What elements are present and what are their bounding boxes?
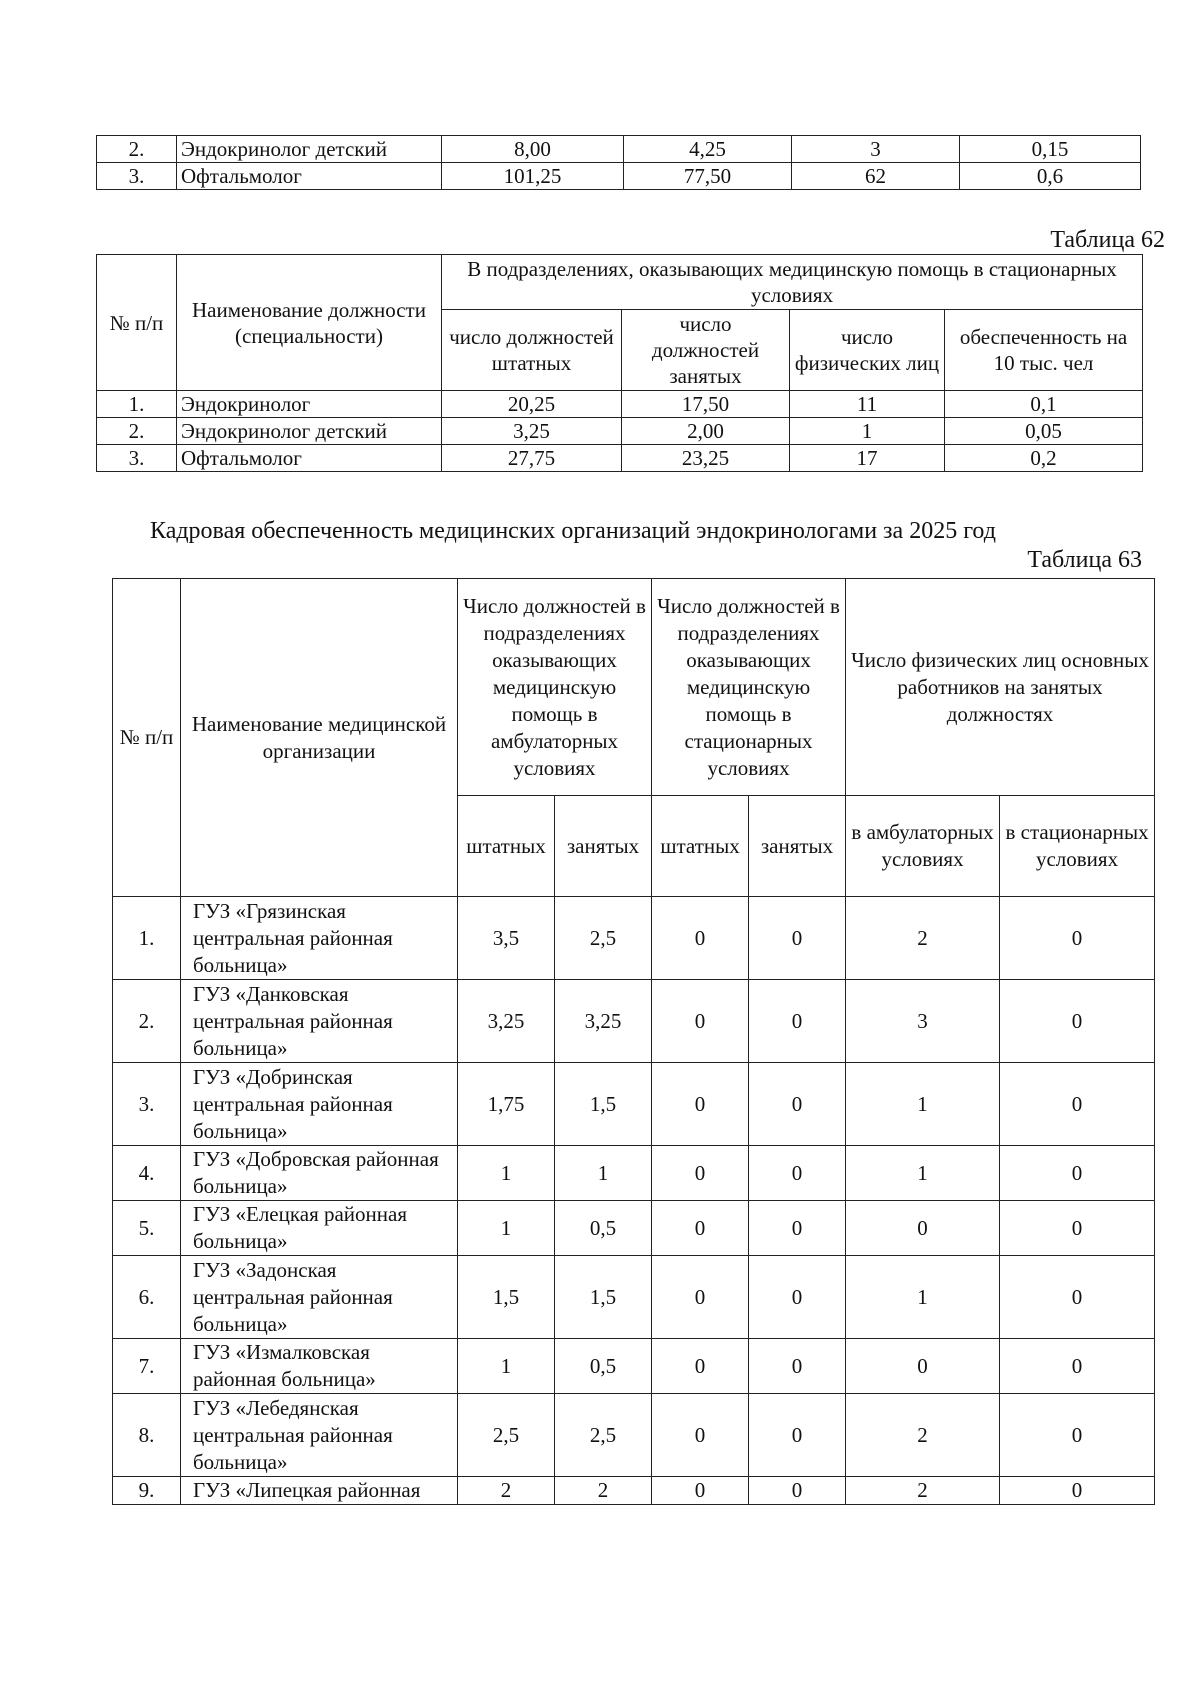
cell-staff: 8,00 bbox=[442, 136, 624, 163]
cell-name: Офтальмолог bbox=[177, 163, 442, 190]
cell-amb-staff: 2,5 bbox=[458, 1394, 555, 1477]
cell-org: ГУЗ «Добринская центральная районная больница» bbox=[181, 1063, 458, 1146]
cell-stat-occupied: 0 bbox=[749, 1339, 846, 1394]
cell-amb-occupied: 1 bbox=[555, 1146, 652, 1201]
table-row bbox=[113, 1339, 1155, 1394]
cell-amb-occupied: 2 bbox=[555, 1477, 652, 1505]
table-63-caption: Таблица 63 bbox=[1027, 547, 1142, 573]
cell-occupied: 23,25 bbox=[622, 445, 790, 472]
cell-org: ГУЗ «Грязинская центральная районная больница» bbox=[181, 897, 458, 980]
cell-amb-staff: 1 bbox=[458, 1201, 555, 1256]
header-group-stationary: Число должностей в подразделениях оказывающих медицинскую помощь в стационарных условиях bbox=[652, 579, 846, 796]
cell-persons: 1 bbox=[790, 418, 945, 445]
cell-ratio: 0,6 bbox=[960, 163, 1141, 190]
cell-amb-staff: 3,25 bbox=[458, 980, 555, 1063]
cell-amb-occupied: 1,5 bbox=[555, 1256, 652, 1339]
cell-stat-occupied: 0 bbox=[749, 980, 846, 1063]
cell-amb-occupied: 1,5 bbox=[555, 1063, 652, 1146]
cell-org: ГУЗ «Елецкая районная больница» bbox=[181, 1201, 458, 1256]
header-occupied: число должностей занятых bbox=[622, 310, 790, 391]
header-org: Наименование медицинской организации bbox=[181, 579, 458, 897]
header-stat-staff: штатных bbox=[652, 796, 749, 897]
cell-stat-staff: 0 bbox=[652, 1477, 749, 1505]
table-row bbox=[97, 391, 1143, 418]
header-persons: число физических лиц bbox=[790, 310, 945, 391]
header-amb-staff: штатных bbox=[458, 796, 555, 897]
cell-occupied: 4,25 bbox=[624, 136, 792, 163]
cell-org: ГУЗ «Задонская центральная районная больница» bbox=[181, 1256, 458, 1339]
cell-stat-occupied: 0 bbox=[749, 1201, 846, 1256]
cell-stat-staff: 0 bbox=[652, 1256, 749, 1339]
header-num: № п/п bbox=[97, 255, 177, 391]
cell-persons: 3 bbox=[792, 136, 960, 163]
cell-num: 1. bbox=[97, 391, 177, 418]
table-row bbox=[113, 1477, 1155, 1505]
cell-phys-amb: 1 bbox=[846, 1146, 1000, 1201]
cell-amb-staff: 1,5 bbox=[458, 1256, 555, 1339]
header-group-ambulatory: Число должностей в подразделениях оказывающих медицинскую помощь в амбулаторных условиях bbox=[458, 579, 652, 796]
table-row bbox=[97, 445, 1143, 472]
cell-name: Эндокринолог bbox=[177, 391, 442, 418]
cell-staff: 20,25 bbox=[442, 391, 622, 418]
table-62-caption: Таблица 62 bbox=[1050, 227, 1165, 253]
header-group-physical: Число физических лиц основных работников на занятых должностях bbox=[846, 579, 1155, 796]
cell-stat-occupied: 0 bbox=[749, 1394, 846, 1477]
cell-phys-amb: 2 bbox=[846, 1394, 1000, 1477]
cell-amb-occupied: 0,5 bbox=[555, 1201, 652, 1256]
table-row bbox=[113, 1063, 1155, 1146]
header-ratio: обеспеченность на 10 тыс. чел bbox=[945, 310, 1143, 391]
cell-phys-stat: 0 bbox=[1000, 1201, 1155, 1256]
cell-stat-staff: 0 bbox=[652, 1339, 749, 1394]
cell-stat-staff: 0 bbox=[652, 897, 749, 980]
cell-phys-stat: 0 bbox=[1000, 1146, 1155, 1201]
cell-amb-staff: 1 bbox=[458, 1146, 555, 1201]
header-num: № п/п bbox=[113, 579, 181, 897]
table-row bbox=[113, 897, 1155, 980]
cell-org: ГУЗ «Липецкая районная bbox=[181, 1477, 458, 1505]
cell-phys-stat: 0 bbox=[1000, 1256, 1155, 1339]
cell-amb-occupied: 3,25 bbox=[555, 980, 652, 1063]
table-row bbox=[97, 163, 1141, 190]
cell-amb-staff: 1,75 bbox=[458, 1063, 555, 1146]
cell-stat-occupied: 0 bbox=[749, 1477, 846, 1505]
table-row bbox=[113, 1201, 1155, 1256]
cell-amb-occupied: 2,5 bbox=[555, 897, 652, 980]
table-row bbox=[97, 136, 1141, 163]
cell-amb-staff: 1 bbox=[458, 1339, 555, 1394]
cell-stat-staff: 0 bbox=[652, 1201, 749, 1256]
cell-amb-occupied: 0,5 bbox=[555, 1339, 652, 1394]
table-row bbox=[97, 418, 1143, 445]
cell-num: 3. bbox=[113, 1063, 181, 1146]
cell-phys-stat: 0 bbox=[1000, 1063, 1155, 1146]
cell-staff: 27,75 bbox=[442, 445, 622, 472]
cell-stat-occupied: 0 bbox=[749, 1146, 846, 1201]
table-continuation bbox=[96, 135, 1141, 190]
table-62 bbox=[96, 254, 1143, 472]
cell-stat-occupied: 0 bbox=[749, 1063, 846, 1146]
table-63 bbox=[112, 578, 1155, 1505]
cell-amb-occupied: 2,5 bbox=[555, 1394, 652, 1477]
cell-name: Эндокринолог детский bbox=[177, 418, 442, 445]
cell-phys-amb: 2 bbox=[846, 897, 1000, 980]
cell-num: 2. bbox=[113, 980, 181, 1063]
cell-stat-occupied: 0 bbox=[749, 1256, 846, 1339]
cell-num: 6. bbox=[113, 1256, 181, 1339]
cell-phys-stat: 0 bbox=[1000, 980, 1155, 1063]
cell-phys-stat: 0 bbox=[1000, 1339, 1155, 1394]
cell-num: 8. bbox=[113, 1394, 181, 1477]
cell-phys-amb: 0 bbox=[846, 1339, 1000, 1394]
cell-amb-staff: 2 bbox=[458, 1477, 555, 1505]
cell-stat-staff: 0 bbox=[652, 1063, 749, 1146]
cell-occupied: 17,50 bbox=[622, 391, 790, 418]
cell-persons: 11 bbox=[790, 391, 945, 418]
table-row bbox=[113, 1146, 1155, 1201]
cell-ratio: 0,1 bbox=[945, 391, 1143, 418]
cell-stat-occupied: 0 bbox=[749, 897, 846, 980]
header-staff: число должностей штатных bbox=[442, 310, 622, 391]
table-row bbox=[113, 980, 1155, 1063]
cell-stat-staff: 0 bbox=[652, 1394, 749, 1477]
cell-num: 1. bbox=[113, 897, 181, 980]
cell-phys-amb: 3 bbox=[846, 980, 1000, 1063]
cell-phys-amb: 0 bbox=[846, 1201, 1000, 1256]
cell-ratio: 0,15 bbox=[960, 136, 1141, 163]
header-stat-occupied: занятых bbox=[749, 796, 846, 897]
cell-num: 2. bbox=[97, 136, 177, 163]
cell-num: 7. bbox=[113, 1339, 181, 1394]
header-phys-stat: в стационарных условиях bbox=[1000, 796, 1155, 897]
cell-persons: 17 bbox=[790, 445, 945, 472]
header-phys-amb: в амбулаторных условиях bbox=[846, 796, 1000, 897]
cell-ratio: 0,05 bbox=[945, 418, 1143, 445]
cell-num: 5. bbox=[113, 1201, 181, 1256]
cell-persons: 62 bbox=[792, 163, 960, 190]
section-title: Кадровая обеспеченность медицинских организаций эндокринологами за 2025 год bbox=[150, 518, 996, 544]
cell-org: ГУЗ «Измалковская районная больница» bbox=[181, 1339, 458, 1394]
cell-phys-amb: 1 bbox=[846, 1063, 1000, 1146]
cell-num: 9. bbox=[113, 1477, 181, 1505]
cell-num: 4. bbox=[113, 1146, 181, 1201]
header-group-stationary: В подразделениях, оказывающих медицинскую помощь в стационарных условиях bbox=[442, 255, 1143, 310]
cell-phys-stat: 0 bbox=[1000, 1477, 1155, 1505]
cell-org: ГУЗ «Лебедянская центральная районная больница» bbox=[181, 1394, 458, 1477]
cell-phys-stat: 0 bbox=[1000, 897, 1155, 980]
cell-occupied: 77,50 bbox=[624, 163, 792, 190]
cell-stat-staff: 0 bbox=[652, 1146, 749, 1201]
cell-org: ГУЗ «Данковская центральная районная больница» bbox=[181, 980, 458, 1063]
cell-staff: 101,25 bbox=[442, 163, 624, 190]
cell-name: Офтальмолог bbox=[177, 445, 442, 472]
cell-num: 3. bbox=[97, 445, 177, 472]
table-row bbox=[113, 1394, 1155, 1477]
cell-staff: 3,25 bbox=[442, 418, 622, 445]
cell-num: 3. bbox=[97, 163, 177, 190]
table-row bbox=[113, 1256, 1155, 1339]
cell-phys-stat: 0 bbox=[1000, 1394, 1155, 1477]
cell-phys-amb: 1 bbox=[846, 1256, 1000, 1339]
header-name: Наименование должности (специальности) bbox=[177, 255, 442, 391]
cell-phys-amb: 2 bbox=[846, 1477, 1000, 1505]
cell-amb-staff: 3,5 bbox=[458, 897, 555, 980]
cell-org: ГУЗ «Добровская районная больница» bbox=[181, 1146, 458, 1201]
cell-name: Эндокринолог детский bbox=[177, 136, 442, 163]
header-amb-occupied: занятых bbox=[555, 796, 652, 897]
cell-stat-staff: 0 bbox=[652, 980, 749, 1063]
cell-ratio: 0,2 bbox=[945, 445, 1143, 472]
cell-occupied: 2,00 bbox=[622, 418, 790, 445]
cell-num: 2. bbox=[97, 418, 177, 445]
